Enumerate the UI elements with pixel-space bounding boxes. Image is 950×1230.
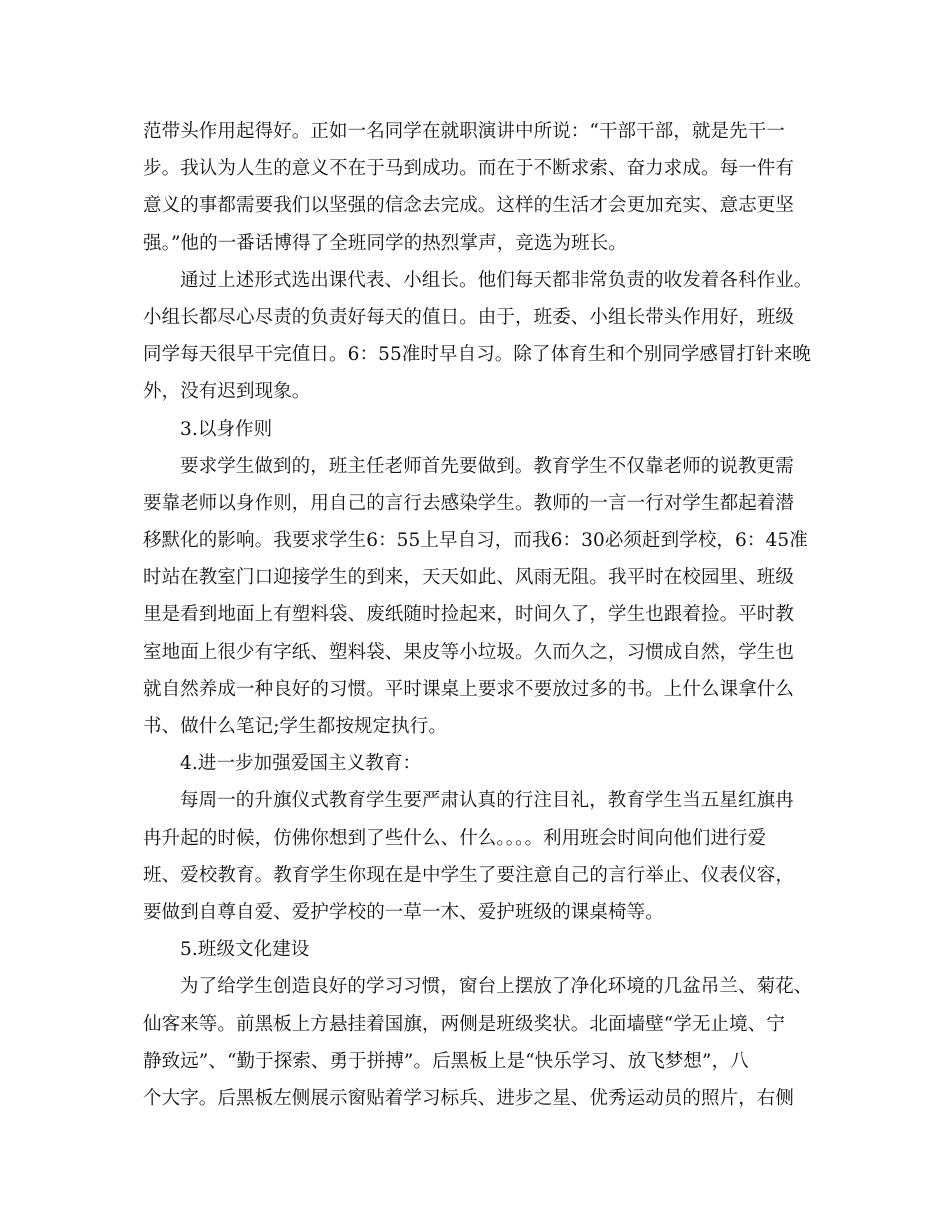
text-line: 时站在教室门口迎接学生的到来，天天如此、风雨无阻。我平时在校园里、班级 (143, 567, 795, 589)
text-line: 为了给学生创造良好的学习习惯，窗台上摆放了净化环境的几盆吊兰、菊花、 (180, 976, 813, 998)
text-line: 冉升起的时候，仿佛你想到了些什么、什么。。。。利用班会时间向他们进行爱 (143, 827, 767, 849)
text-line: 强。”他的一番话博得了全班同学的热烈掌声，竞选为班长。 (143, 232, 627, 254)
text-line: 个大字。后黑板左侧展示窗贴着学习标兵、进步之星、优秀运动员的照片，右侧 (143, 1087, 795, 1109)
text-line: 仙客来等。前黑板上方悬挂着国旗，两侧是班级奖状。北面墙壁“学无止境、宁 (143, 1013, 785, 1035)
text-line: 步。我认为人生的意义不在于马到成功。而在于不断求索、奋力求成。每一件有 (143, 158, 795, 180)
text-line: 外，没有迟到现象。 (143, 381, 311, 403)
text-line: 室地面上很少有字纸、塑料袋、果皮等小垃圾。久而久之，习惯成自然，学生也 (143, 641, 795, 663)
text-line: 通过上述形式选出课代表、小组长。他们每天都非常负责的收发着各科作业。 (180, 269, 813, 291)
text-line: 3.以身作则 (180, 418, 273, 440)
text-line: 5.班级文化建设 (180, 939, 310, 961)
text-line: 移默化的影响。我要求学生6：55上早自习，而我6：30必须赶到学校，6：45准 (143, 530, 808, 552)
text-line: 意义的事都需要我们以坚强的信念去完成。这样的生活才会更加充实、意志更坚 (143, 195, 795, 217)
text-line: 里是看到地面上有塑料袋、废纸随时捡起来，时间久了，学生也跟着捡。平时教 (143, 604, 795, 626)
text-line: 静致远”、“勤于探索、勇于拼搏”。后黑板上是“快乐学习、放飞梦想”，八 (143, 1050, 749, 1072)
text-line: 班、爱校教育。教育学生你现在是中学生了要注意自己的言行举止、仪表仪容， (143, 864, 795, 886)
text-line: 同学每天很早干完值日。6：55准时早自习。除了体育生和个别同学感冒打针来晚 (143, 344, 812, 366)
text-line: 要求学生做到的，班主任老师首先要做到。教育学生不仅靠老师的说教更需 (180, 455, 794, 477)
text-line: 就自然养成一种良好的习惯。平时课桌上要求不要放过多的书。上什么课拿什么 (143, 678, 795, 700)
text-line: 每周一的升旗仪式教育学生要严肃认真的行注目礼，教育学生当五星红旗冉 (180, 790, 794, 812)
text-line: 范带头作用起得好。正如一名同学在就职演讲中所说：“干部干部，就是先干一 (143, 121, 785, 142)
text-line: 要做到自尊自爱、爱护学校的一草一木、爱护班级的课桌椅等。 (143, 901, 664, 923)
text-line: 书、做什么笔记;学生都按规定执行。 (143, 716, 447, 737)
text-line: 小组长都尽心尽责的负责好每天的值日。由于，班委、小组长带头作用好，班级 (143, 306, 795, 328)
text-line: 4.进一步加强爱国主义教育： (180, 753, 422, 775)
body-text (143, 113, 823, 1117)
text-line: 要靠老师以身作则，用自己的言行去感染学生。教师的一言一行对学生都起着潜 (143, 492, 795, 514)
